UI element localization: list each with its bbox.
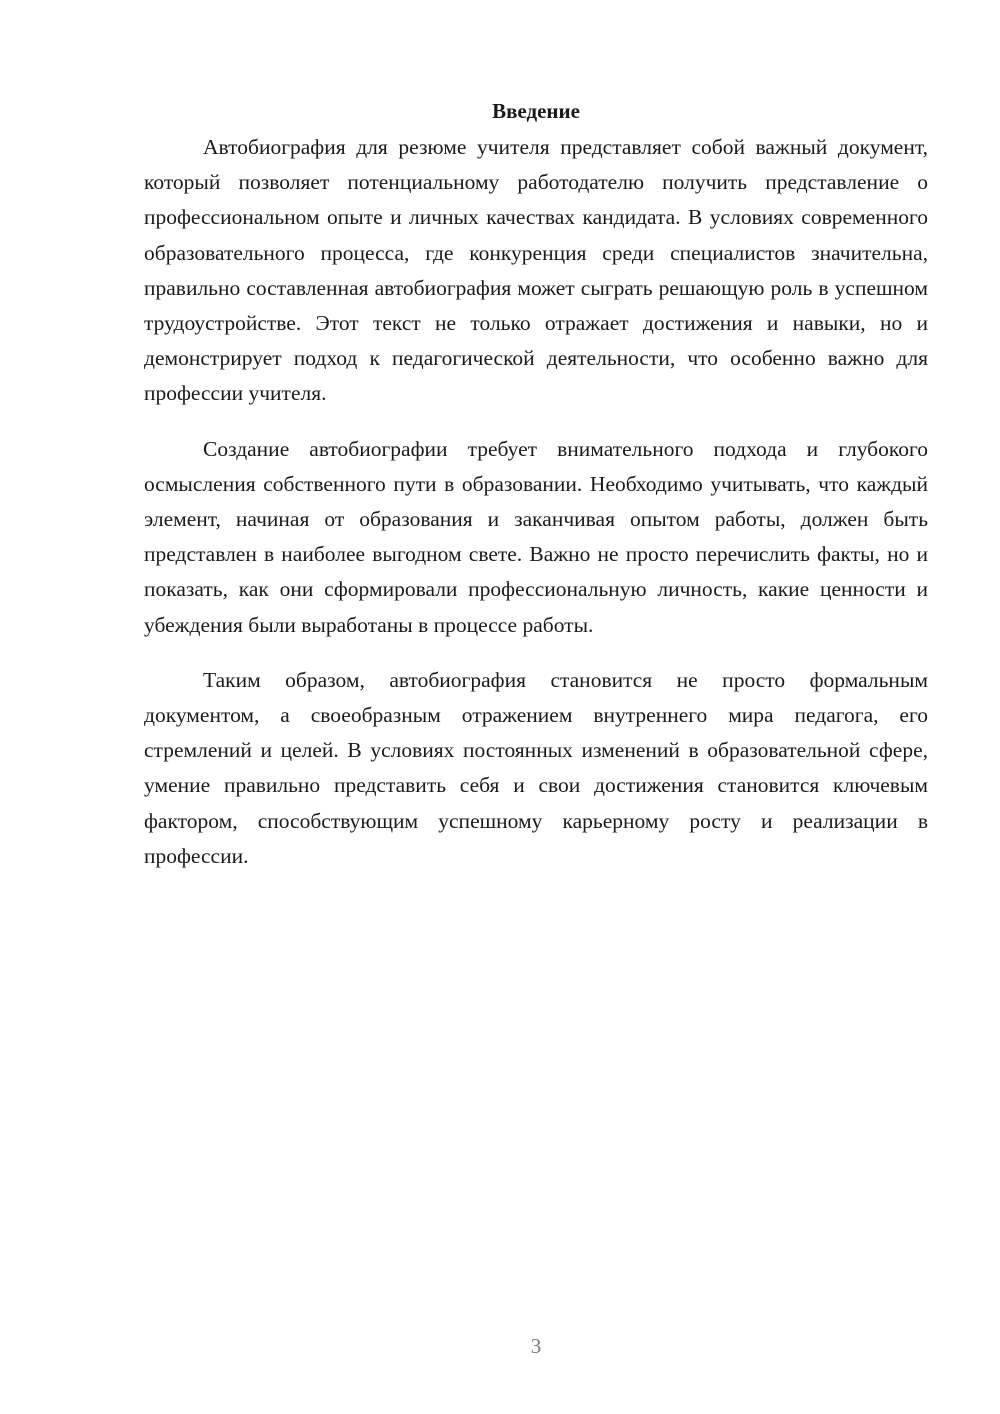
paragraph-1: Автобиография для резюме учителя представляет собой важный документ, который позволяет потенциальному работодателю получить представление о профессиональном опыте и личных качествах кандидата. В условиях современного образовательного процесса, где конкуренция среди специалистов значительна, правильно составленная автобиография может сыграть решающую роль в успешном трудоустройстве. Этот текст не только отражает достижения и навыки, но и демонстрирует подход к педагогической деятельности, что особенно важно для профессии учителя. — [144, 135, 928, 406]
paragraph-3: Таким образом, автобиография становится не просто формальным документом, а своеобразным отражением внутреннего мира педагога, его стремлений и целей. В условиях постоянных изменений в образовательной сфере, умение правильно представить себя и свои достижения становится ключевым фактором, способствующим успешному карьерному росту и реализации в профессии. — [144, 667, 928, 868]
section-heading: Введение — [492, 99, 580, 123]
page-number: 3 — [530, 1334, 542, 1358]
page-body — [144, 96, 928, 894]
paragraph-2: Создание автобиографии требует внимательного подхода и глубокого осмысления собственного пути в образовании. Необходимо учитывать, что каждый элемент, начиная от образования и заканчивая опытом работы, должен быть представлен в наиболее выгодном свете. Важно не просто перечислить факты, но и показать, как они сформировали профессиональную личность, какие ценности и убеждения были выработаны в процессе работы. — [144, 436, 928, 637]
